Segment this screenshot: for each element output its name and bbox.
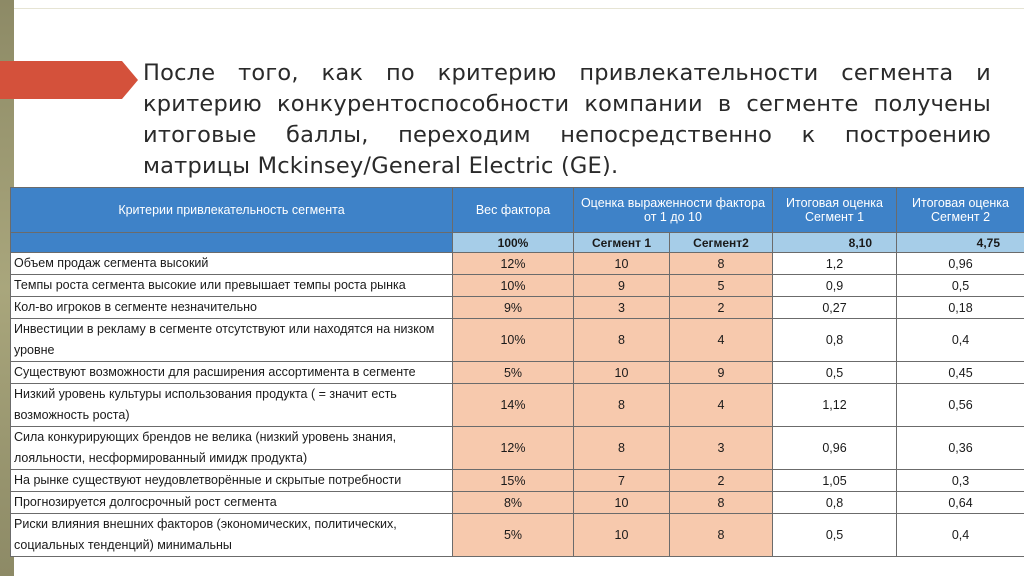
- row-total-2: 0,45: [897, 362, 1024, 384]
- row-total-1: 1,12: [773, 384, 897, 427]
- row-criterion: Сила конкурирующих брендов не велика (низкий уровень знания, лояльности, несформированный имидж продукта): [11, 427, 453, 470]
- row-total-2: 0,64: [897, 492, 1024, 514]
- row-total-2: 0,56: [897, 384, 1024, 427]
- row-criterion: Темпы роста сегмента высокие или превышает темпы роста рынка: [11, 275, 453, 297]
- row-score-1: 10: [574, 362, 670, 384]
- row-criterion: Низкий уровень культуры использования продукта ( = значит есть возможность роста): [11, 384, 453, 427]
- header-score: Оценка выраженности фактора от 1 до 10: [574, 188, 773, 233]
- subheader-blank: [11, 233, 453, 253]
- row-total-1: 0,8: [773, 492, 897, 514]
- row-score-1: 10: [574, 492, 670, 514]
- row-total-2: 0,18: [897, 297, 1024, 319]
- row-criterion: На рынке существуют неудовлетворённые и скрытые потребности: [11, 470, 453, 492]
- row-weight: 12%: [453, 427, 574, 470]
- row-score-2: 2: [670, 297, 773, 319]
- slide-heading: [143, 58, 991, 182]
- row-total-1: 0,5: [773, 514, 897, 557]
- accent-arrow-icon: [122, 61, 138, 99]
- top-divider: [14, 8, 1024, 9]
- row-weight: 9%: [453, 297, 574, 319]
- row-total-2: 0,3: [897, 470, 1024, 492]
- row-weight: 5%: [453, 362, 574, 384]
- header-weight: Вес фактора: [453, 188, 574, 233]
- row-score-1: 8: [574, 427, 670, 470]
- row-score-1: 3: [574, 297, 670, 319]
- row-total-1: 0,8: [773, 319, 897, 362]
- table-header-row: [11, 188, 1024, 233]
- row-score-2: 2: [670, 470, 773, 492]
- row-weight: 10%: [453, 275, 574, 297]
- row-score-1: 10: [574, 514, 670, 557]
- row-criterion: Прогнозируется долгосрочный рост сегмента: [11, 492, 453, 514]
- table-row: [11, 319, 1024, 362]
- row-weight: 15%: [453, 470, 574, 492]
- row-total-1: 1,05: [773, 470, 897, 492]
- row-total-2: 0,96: [897, 253, 1024, 275]
- row-score-1: 10: [574, 253, 670, 275]
- row-score-2: 3: [670, 427, 773, 470]
- table-row: [11, 253, 1024, 275]
- row-score-2: 5: [670, 275, 773, 297]
- row-score-2: 9: [670, 362, 773, 384]
- row-score-2: 4: [670, 384, 773, 427]
- table-row: [11, 362, 1024, 384]
- header-criteria: Критерии привлекательность сегмента: [11, 188, 453, 233]
- table-row: [11, 275, 1024, 297]
- header-total-2: Итоговая оценка Сегмент 2: [897, 188, 1024, 233]
- row-total-1: 0,9: [773, 275, 897, 297]
- row-total-1: 0,96: [773, 427, 897, 470]
- row-score-1: 9: [574, 275, 670, 297]
- row-score-2: 8: [670, 492, 773, 514]
- row-weight: 5%: [453, 514, 574, 557]
- subheader-total-2: 4,75: [897, 233, 1024, 253]
- row-weight: 14%: [453, 384, 574, 427]
- row-total-1: 0,5: [773, 362, 897, 384]
- row-criterion: Существуют возможности для расширения ассортимента в сегменте: [11, 362, 453, 384]
- table-subheader-row: [11, 233, 1024, 253]
- table-row: [11, 297, 1024, 319]
- subheader-segment-2: Сегмент2: [670, 233, 773, 253]
- row-weight: 10%: [453, 319, 574, 362]
- table-row: [11, 384, 1024, 427]
- row-total-2: 0,4: [897, 514, 1024, 557]
- row-score-1: 8: [574, 319, 670, 362]
- row-criterion: Риски влияния внешних факторов (экономических, политических, социальных тенденций) минимальны: [11, 514, 453, 557]
- row-total-2: 0,5: [897, 275, 1024, 297]
- table-row: [11, 470, 1024, 492]
- criteria-table: [10, 187, 1024, 557]
- row-score-2: 4: [670, 319, 773, 362]
- row-score-2: 8: [670, 253, 773, 275]
- row-weight: 8%: [453, 492, 574, 514]
- row-total-2: 0,36: [897, 427, 1024, 470]
- row-score-1: 8: [574, 384, 670, 427]
- row-score-1: 7: [574, 470, 670, 492]
- table-row: [11, 514, 1024, 557]
- subheader-weight-total: 100%: [453, 233, 574, 253]
- row-criterion: Объем продаж сегмента высокий: [11, 253, 453, 275]
- table-row: [11, 427, 1024, 470]
- subheader-segment-1: Сегмент 1: [574, 233, 670, 253]
- header-total-1: Итоговая оценка Сегмент 1: [773, 188, 897, 233]
- row-total-1: 1,2: [773, 253, 897, 275]
- row-score-2: 8: [670, 514, 773, 557]
- subheader-total-1: 8,10: [773, 233, 897, 253]
- accent-bar: [0, 61, 122, 99]
- row-criterion: Кол-во игроков в сегменте незначительно: [11, 297, 453, 319]
- row-weight: 12%: [453, 253, 574, 275]
- table-row: [11, 492, 1024, 514]
- slide-heading-text: После того, как по критерию привлекательности сегмента и критерию конкурентоспособности компании в сегменте получены итоговые баллы, переходим непосредственно к построению матрицы Mckinsey/General Electric (GE).: [143, 60, 991, 179]
- row-criterion: Инвестиции в рекламу в сегменте отсутствуют или находятся на низком уровне: [11, 319, 453, 362]
- row-total-2: 0,4: [897, 319, 1024, 362]
- row-total-1: 0,27: [773, 297, 897, 319]
